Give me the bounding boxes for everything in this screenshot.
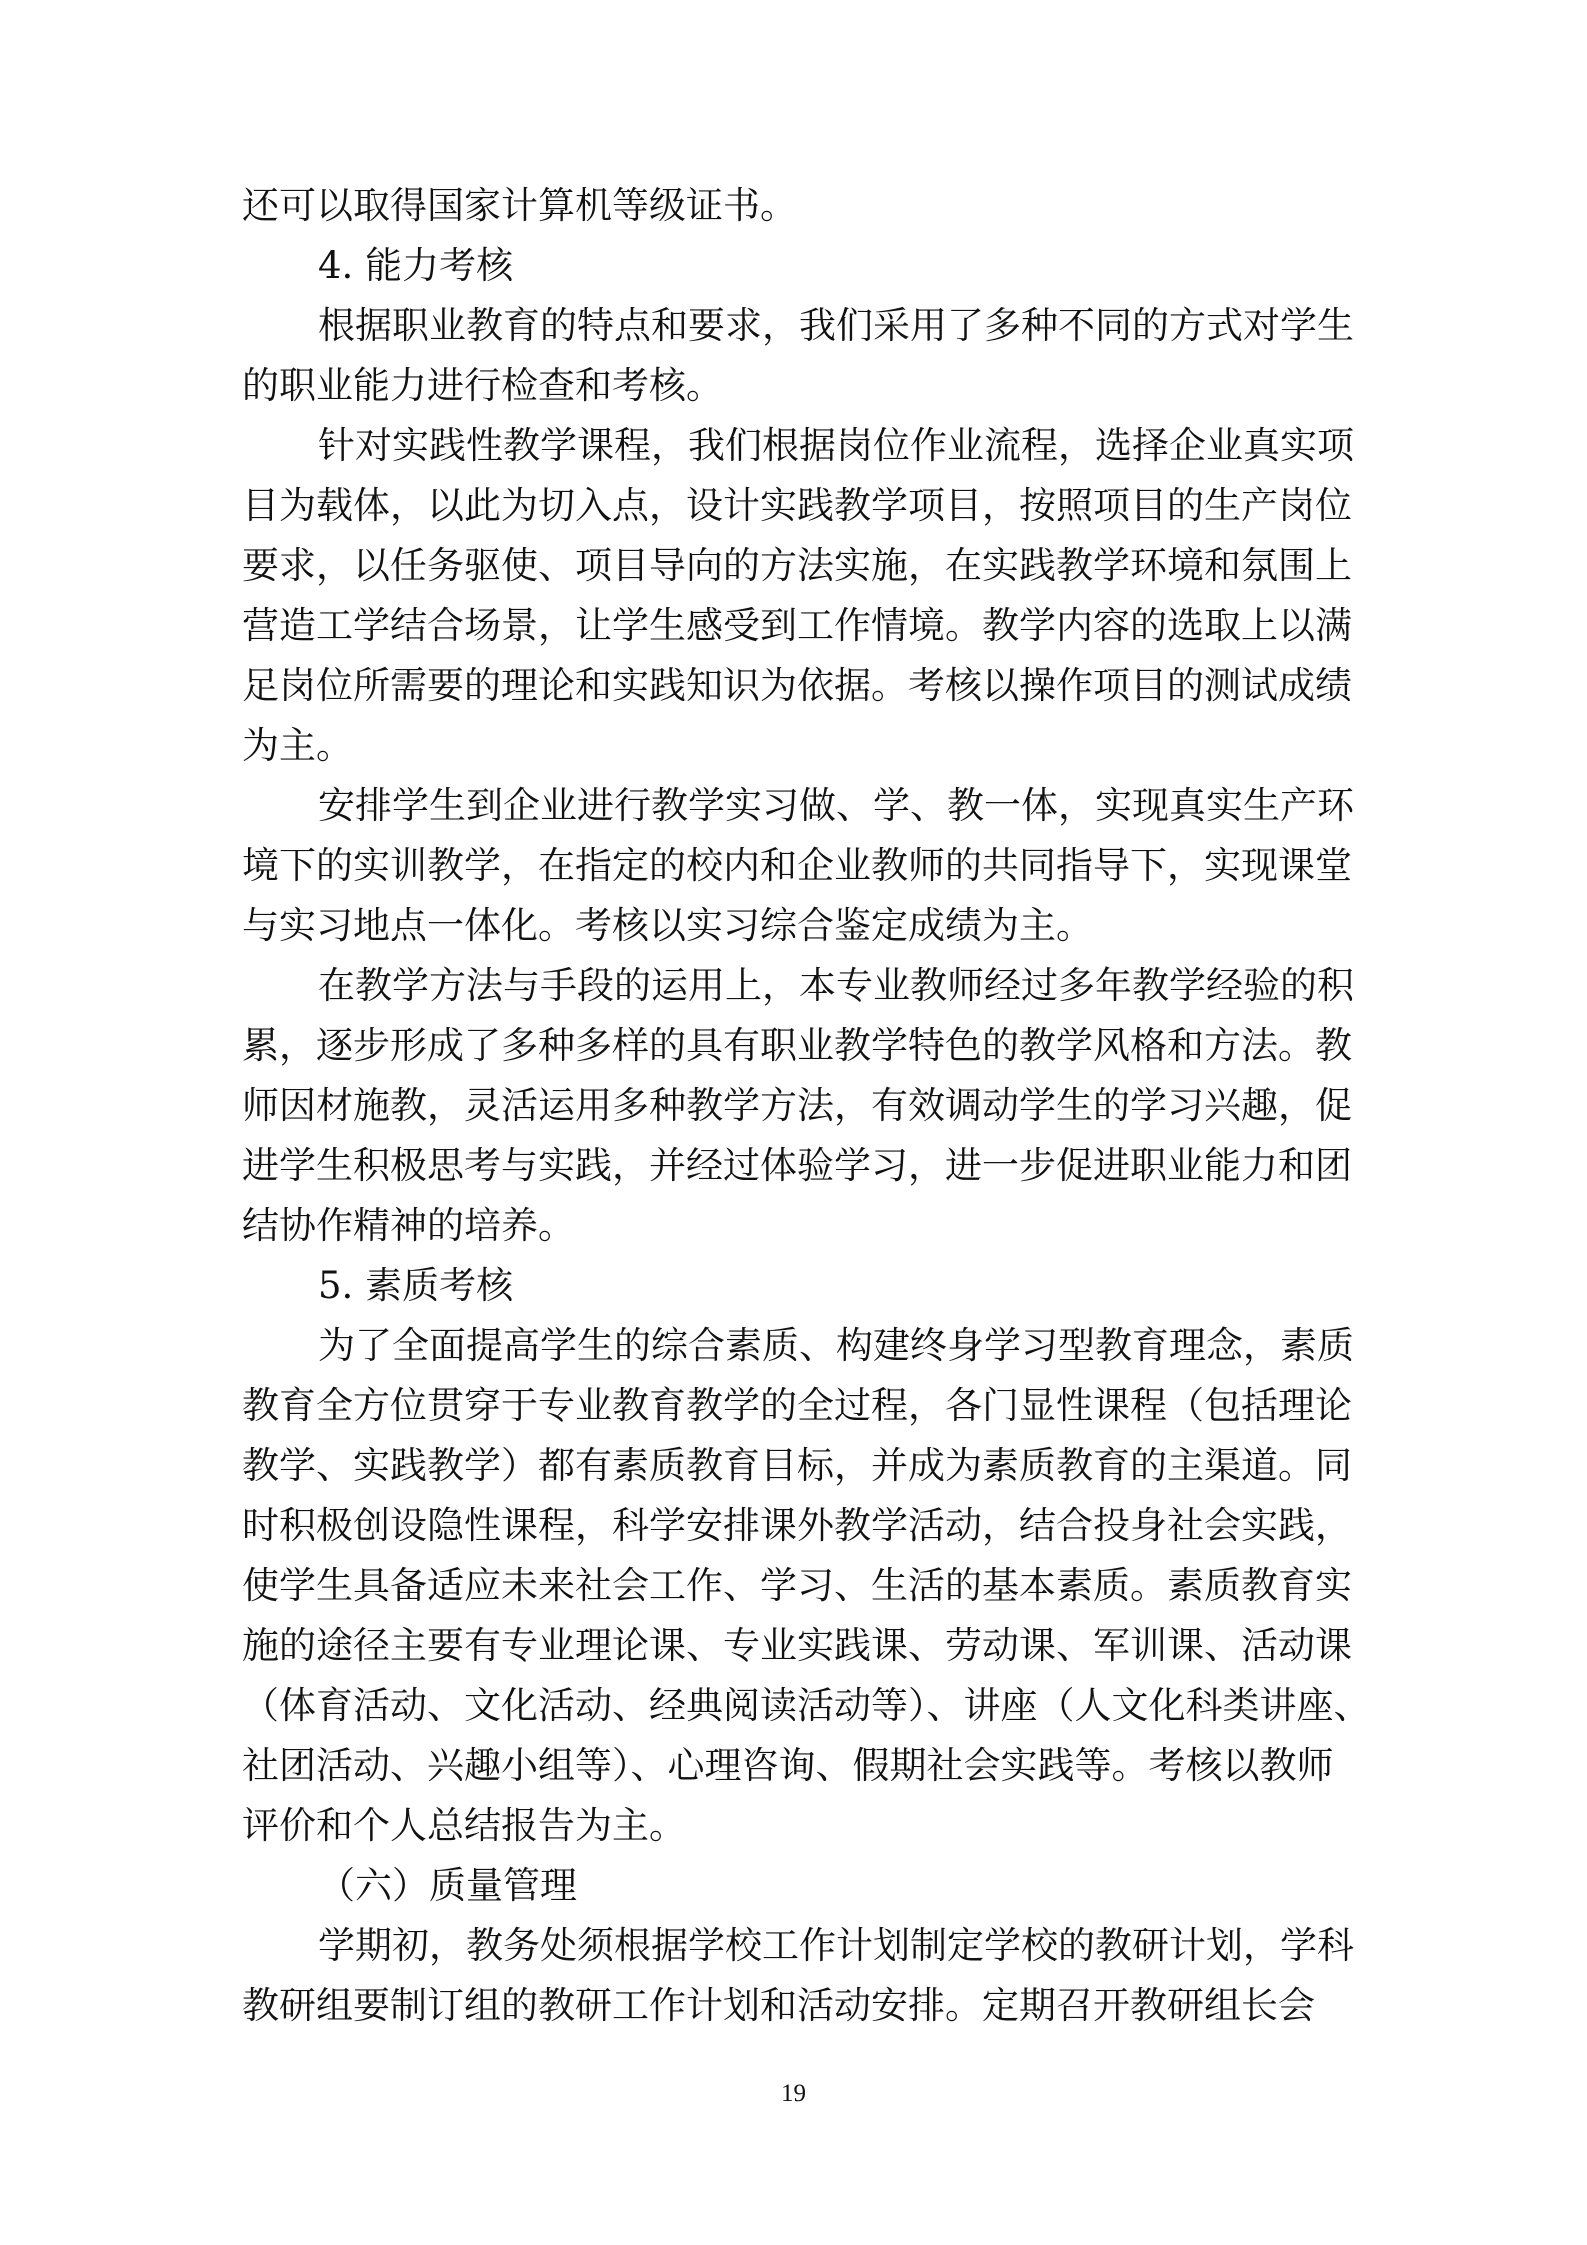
section-heading-ability-assessment: 4. 能力考核 <box>318 244 514 287</box>
text-line: 境下的实训教学，在指定的校内和企业教师的共同指导下，实现课堂 <box>242 844 1352 887</box>
text-line: 营造工学结合场景，让学生感受到工作情境。教学内容的选取上以满 <box>242 604 1352 647</box>
section-heading-quality-management: （六）质量管理 <box>318 1864 577 1907</box>
text-line: 使学生具备适应未来社会工作、学习、生活的基本素质。素质教育实 <box>242 1564 1352 1607</box>
text-line: 的职业能力进行检查和考核。 <box>242 364 723 407</box>
text-line: 教学、实践教学）都有素质教育目标，并成为素质教育的主渠道。同 <box>242 1444 1352 1487</box>
text-line: 还可以取得国家计算机等级证书。 <box>242 184 797 227</box>
text-line: 施的途径主要有专业理论课、专业实践课、劳动课、军训课、活动课 <box>242 1624 1352 1667</box>
text-line: 在教学方法与手段的运用上，本专业教师经过多年教学经验的积 <box>318 964 1354 1007</box>
text-line: 师因材施教，灵活运用多种教学方法，有效调动学生的学习兴趣，促 <box>242 1084 1352 1127</box>
text-line: 学期初，教务处须根据学校工作计划制定学校的教研计划，学科 <box>318 1924 1354 1967</box>
text-line: 安排学生到企业进行教学实习做、学、教一体，实现真实生产环 <box>318 784 1354 827</box>
text-line: 时积极创设隐性课程，科学安排课外教学活动，结合投身社会实践， <box>242 1504 1352 1547</box>
text-line: 与实习地点一体化。考核以实习综合鉴定成绩为主。 <box>242 904 1093 947</box>
text-line: 目为载体，以此为切入点，设计实践教学项目，按照项目的生产岗位 <box>242 484 1352 527</box>
text-line: 为主。 <box>242 724 353 767</box>
text-line: 教育全方位贯穿于专业教育教学的全过程，各门显性课程（包括理论 <box>242 1384 1352 1427</box>
text-line: 结协作精神的培养。 <box>242 1204 575 1247</box>
text-line: 足岗位所需要的理论和实践知识为依据。考核以操作项目的测试成绩 <box>242 664 1352 707</box>
text-line: 评价和个人总结报告为主。 <box>242 1804 686 1847</box>
text-line: 社团活动、兴趣小组等）、心理咨询、假期社会实践等。考核以教师 <box>242 1744 1334 1787</box>
text-line: 为了全面提高学生的综合素质、构建终身学习型教育理念，素质 <box>318 1324 1354 1367</box>
page-number: 19 <box>781 2080 806 2107</box>
section-heading-quality-assessment: 5. 素质考核 <box>318 1264 514 1307</box>
text-line: 要求，以任务驱使、项目导向的方法实施，在实践教学环境和氛围上 <box>242 544 1352 587</box>
text-line: 累，逐步形成了多种多样的具有职业教学特色的教学风格和方法。教 <box>242 1024 1352 1067</box>
text-line: （体育活动、文化活动、经典阅读活动等）、讲座（人文化科类讲座、 <box>242 1684 1371 1727</box>
text-line: 针对实践性教学课程，我们根据岗位作业流程，选择企业真实项 <box>318 424 1354 467</box>
text-line: 进学生积极思考与实践，并经过体验学习，进一步促进职业能力和团 <box>242 1144 1352 1187</box>
text-line: 根据职业教育的特点和要求，我们采用了多种不同的方式对学生 <box>318 304 1354 347</box>
text-line: 教研组要制订组的教研工作计划和活动安排。定期召开教研组长会 <box>242 1984 1315 2027</box>
